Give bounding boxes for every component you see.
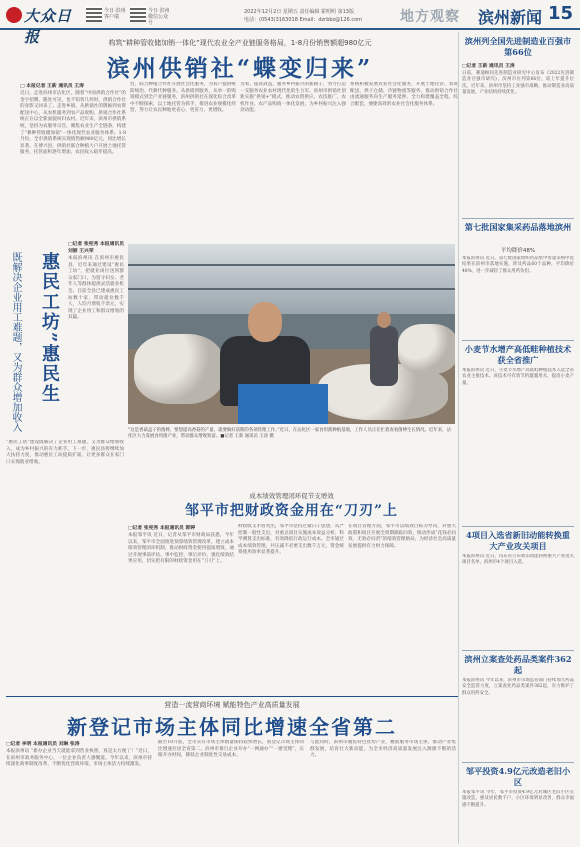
brief-headline: 4项目入选省新旧动能转换重大产业攻关项目 <box>466 530 570 551</box>
bottom-column-2 <box>158 740 304 844</box>
brief-headline: 邹平投资4.9亿元改造老旧小区 <box>465 766 571 787</box>
brief-headline: 滨州列全国先进制造业百强市第66位 <box>464 36 572 57</box>
lead-column-1 <box>20 82 126 232</box>
bottom-kicker: 营造一流营商环境 赋能特色产业高质量发展 <box>164 701 300 709</box>
lead-kicker: 构筑“耕种管收储加销一体化”现代农业全产业链服务格局，1-8月份销售额超980亿元 <box>108 39 372 47</box>
mid-headline: 邹平市把财政资金用在“刀刃”上 <box>184 503 399 519</box>
right-news-column <box>462 32 574 844</box>
brief-headline: 小麦节水增产高低畦种植技术获全省推广 <box>464 344 572 365</box>
bottom-text: 本报滨州讯 “新办企业当天就能拿到营业执照，真是太方便了！”近日，在滨州市政务服务中心，一位企业负责人感慨道。今年以来，滨州市持续深化商事制度改革，不断优化营商环境，市场主体活力持续激发。 <box>6 749 152 768</box>
qr-label: 今日·滨州微信公众号 <box>148 8 170 26</box>
bottom-headline: 新登记市场主体同比增速全省第二 <box>67 715 397 739</box>
brief-headline: 滨州立案查处药品类案件362起 <box>464 654 572 675</box>
mid-text: 在项目管理方面，邹平市以绩效目标为导向，对重大政策和项目开展全周期跟踪问效，推动形成“花钱必问效、无效必问责”的绩效管理格局，为经济社会高质量发展提供有力财力保障。 <box>348 524 456 549</box>
lead-column-3 <box>240 82 346 240</box>
bottom-byline: □记者 李明 本报通讯员 刘琳 张涛 <box>6 742 80 747</box>
date-line: 2022年12月2日 星期五 责任编辑 霍明明 第13版 <box>244 9 354 15</box>
logo-mark-icon <box>6 7 22 23</box>
lead-text: 系统积极发展农业社会化服务，开展土地托管、农资配送、烘干仓储、冷链物流等服务，推动供销合作社由流通服务向生产服务延伸，全力构建覆盖全程、综合配套、便捷高效的农业社会化服务体系。 <box>350 82 458 107</box>
bottom-column-3 <box>310 740 456 844</box>
lead-text: 为农、提高效益，服务乡村振兴的新路子，努力打造一支服务农业农村现代化的生力军。滨州市供销社创新实施“供销+”模式，推动农资供应、农技推广、农机作业、农产品购销一体化发展，为乡村振兴注入强劲动能。 <box>240 82 346 114</box>
bottom-text: 截至10月底，全市实有市场主体数量保持较快增长，新登记市场主体同比增速位居全省第二。滨州市推行企业开办“一网通办”“一窗受理”，压缩开办时间，降低企业制度性交易成本。 <box>158 740 304 759</box>
qr-code-icon <box>130 6 146 22</box>
mushroom-crate <box>238 384 328 424</box>
brief-text: 本报滨州讯 近日，山东省公布新旧动能转换重大产业攻关项目名单，滨州市4个项目入选。 <box>462 554 574 566</box>
brief-headline: 第七批国家集采药品落地滨州 <box>464 222 572 232</box>
side-text: “惠民工坊”建设既解决了企业用工难题，又为群众增加收入，成为乡村振兴的有力抓手。下一步，惠民县将继续加大扶持力度，推动惠民工坊提质扩面，让更多群众在家门口实现就业增收。 <box>6 440 124 465</box>
vertical-headline: 惠民工坊”惠民生 <box>39 252 60 405</box>
paper-name: 滨州新闻 <box>478 8 543 27</box>
lead-headline: 滨州供销社“蝶变归来” <box>106 55 374 82</box>
brief-subhead: 平均降价48% <box>500 248 536 254</box>
lead-byline: □ 本报记者 王新 通讯员 王涛 <box>20 84 84 89</box>
mid-column-3 <box>348 524 456 692</box>
mid-text: 财政收支矛盾突出，邹平市坚持过紧日子思想，从严控制一般性支出，对重点项目实施成本效益分析，科学测算支出标准，有效降低行政运行成本。全市通过成本绩效管理，共压减不必要支出数千万元，资金统筹使用效率显著提升。 <box>238 524 344 556</box>
contact-line: 电话：(0543)3163018 Email：dzrbbz@126.com <box>244 17 362 23</box>
logo-text: 大众日报 <box>24 7 73 46</box>
section-title: 地方观察 <box>400 9 460 25</box>
vertical-subhead: 既解决企业用工难题，又为群众增加收入 <box>10 252 21 432</box>
mid-kicker: 成本绩效管理闭环促节支增效 <box>249 492 334 500</box>
qr-code-icon <box>86 6 102 22</box>
lead-text: 营，联合种植合作社开展社会化服务，为农户提供统防统治、代耕代种服务。从供销到服务，从单一的购销模式到全产业链服务，滨州供销社在深化综合改革中不断探索，以土地托管为抓手，推进农业规模化经营，努力让农民种地更省心、更省力、更增收。 <box>130 82 236 114</box>
mid-column-2 <box>238 524 344 692</box>
brief-text: 本报滨州讯 近日，小麦节水增产高低畦种植技术入选全省农业主推技术。该技术可有效节约灌溉用水，提高小麦产量。 <box>462 368 574 386</box>
brief-text: 本报滨州讯 近日，第七批国家组织药品集中带量采购中选结果在滨州市落地实施，涉及药品60个品种，平均降价48%，进一步减轻了群众用药负担。 <box>462 256 574 274</box>
side-byline: □记者 张宪秀 本报通讯员 刘丽 王兴荣 <box>68 242 124 254</box>
lead-column-2 <box>130 82 236 240</box>
mid-column-1 <box>128 524 234 692</box>
brief-text: 本报滨州讯 今年以来，滨州市市场监管部门持续加大药品安全监管力度，立案查处药品类案件362起，有力维护了群众用药安全。 <box>462 678 574 696</box>
mid-text: 本报邹平讯 近日，记者从邹平市财政局获悉，今年以来，邹平市全面推进预算绩效管理改革，建立成本绩效管理闭环机制，推动财政资金使用提质增效。通过开展事前评估、事中监控、事后评价，强化绩效结果应用，切实把有限的财政资金用在“刀刃”上。 <box>128 533 234 565</box>
bottom-text: 与此同时，滨州市聚焦特色优势产业，精准服务市场主体，推动产业集群发展，培育壮大新动能，为全市经济高质量发展注入源源不断的活力。 <box>310 740 456 759</box>
worker-figure <box>370 326 398 386</box>
vertical-headline-block <box>6 232 64 432</box>
mid-byline: □记者 张宪秀 本报通讯员 郭婷 <box>128 526 196 531</box>
lead-column-4 <box>350 82 458 240</box>
paper-logo <box>6 5 78 46</box>
side-text: 本报滨州讯 在滨州市惠民县，近年来通过建设“惠民工坊”，把就业岗位送到群众家门口，为留守妇女、老年人等群体提供灵活就业机会。目前全县已建成惠民工坊数十家，带动就业数千人，人均月增收千余元，实现了企业用工和群众增收的双赢。 <box>68 256 124 321</box>
lead-text: 近日，走进滨州市沾化区，随着“中国供销合作社”的金字招牌，随处可见，也不知曾几何时，供销合作社的身影又回来了。走进乡镇，从供销社的牌匾到农资配送中心，从农机服务到农产品收购，供销合作社系统正在以全新面貌回归农村。近年来，滨州市供销系统，坚持为农服务宗旨，聚焦农业生产全链条，构建了“耕种管收储加销”一体化现代农业服务体系。1-8月份，全市供销系统实现销售额980亿元，同比增长显著。在博兴县，供销社联合种植大户开展土地托管服务，托管面积逐年增加，农民收入稳步提高。 <box>20 91 126 156</box>
side-story-continued <box>6 440 124 690</box>
photo-caption: “这是香菇盒子的菌棒，要想提高香菇的产量，就要做好前期的各项管理工作。”近日，在沾化区一家食用菌种植基地，工作人员正在忙着查看菌棒生长情况。近年来，沾化区大力发展食用菌产业，带动群众增收致富。■记者 王新 通讯员 王涛 摄 <box>128 428 451 439</box>
bottom-column-1 <box>6 740 152 844</box>
news-photo <box>128 244 455 424</box>
brief-text: □记者 王新 通讯员 王涛 日前，赛迪顾问先进制造业研究中心发布《2022先进制造业百强市研究》，滨州市位列第66位，较上年提升位次。近年来，滨州市坚持工业强市战略，推动制造业高质量发展，产业结构持续优化。 <box>462 64 574 95</box>
section-rule <box>6 696 458 697</box>
brief-text: 本报邹平讯 今年，邹平市投资4.9亿元对城区老旧小区实施改造，惠及居民数千户，小区环境明显改善，群众幸福感不断提升。 <box>462 790 574 808</box>
qr-label: 今日·滨州客户端 <box>104 8 126 20</box>
page-number: 15 <box>548 3 574 24</box>
